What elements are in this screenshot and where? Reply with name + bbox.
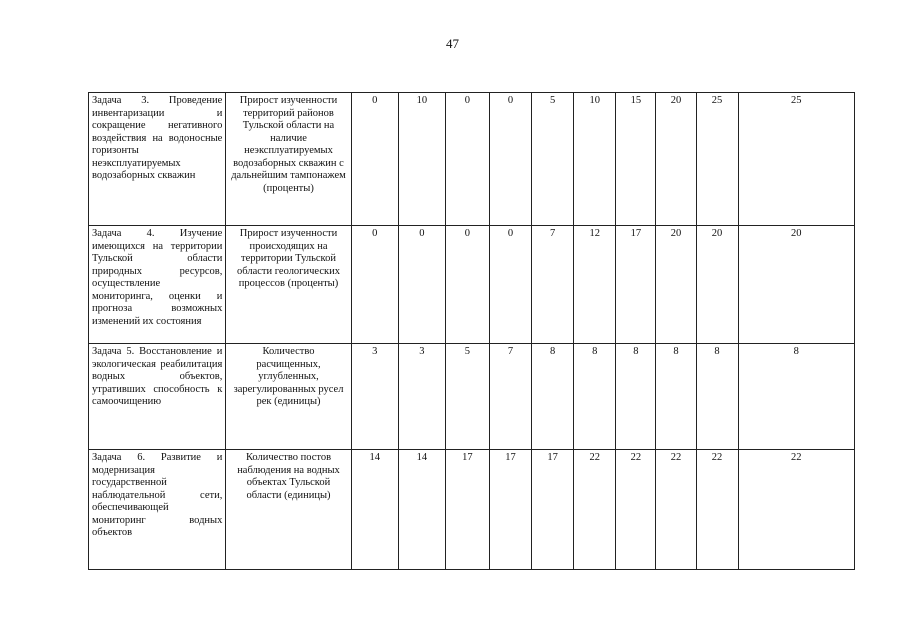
value-cell: 0 — [489, 226, 531, 344]
value-cell: 17 — [616, 226, 656, 344]
value-cell: 22 — [738, 450, 854, 570]
value-cell: 5 — [532, 93, 574, 226]
targets-table — [88, 92, 855, 570]
value-cell: 12 — [574, 226, 616, 344]
value-cell: 8 — [574, 344, 616, 450]
value-cell: 7 — [532, 226, 574, 344]
value-cell: 25 — [738, 93, 854, 226]
value-cell: 20 — [656, 93, 696, 226]
value-cell: 20 — [738, 226, 854, 344]
table-row — [89, 450, 855, 570]
value-cell: 15 — [616, 93, 656, 226]
value-cell: 22 — [574, 450, 616, 570]
value-cell: 17 — [445, 450, 489, 570]
table-row — [89, 226, 855, 344]
value-cell: 20 — [696, 226, 738, 344]
value-cell: 17 — [489, 450, 531, 570]
value-cell: 0 — [489, 93, 531, 226]
value-cell: 3 — [351, 344, 398, 450]
indicator-cell: Количество постов наблюдения на водных объектах Тульской области (единицы) — [226, 450, 351, 570]
value-cell: 8 — [656, 344, 696, 450]
value-cell: 0 — [351, 226, 398, 344]
value-cell: 14 — [351, 450, 398, 570]
value-cell: 0 — [351, 93, 398, 226]
value-cell: 25 — [696, 93, 738, 226]
page-number: 47 — [446, 36, 459, 51]
value-cell: 8 — [696, 344, 738, 450]
value-cell: 22 — [656, 450, 696, 570]
value-cell: 14 — [398, 450, 445, 570]
value-cell: 22 — [696, 450, 738, 570]
value-cell: 8 — [532, 344, 574, 450]
table-body — [89, 93, 855, 570]
value-cell: 5 — [445, 344, 489, 450]
task-cell: Задача 5. Восстановление и экологическая реабилитация водных объектов, утративших способность к самоочищению — [89, 344, 226, 450]
value-cell: 0 — [445, 93, 489, 226]
table-row — [89, 93, 855, 226]
indicator-cell: Количество расчищенных, углубленных, зарегулированных русел рек (единицы) — [226, 344, 351, 450]
value-cell: 0 — [398, 226, 445, 344]
value-cell: 22 — [616, 450, 656, 570]
value-cell: 20 — [656, 226, 696, 344]
value-cell: 10 — [398, 93, 445, 226]
task-cell: Задача 4. Изучение имеющихся на территории Тульской области природных ресурсов, осуществление мониторинга, оценки и прогноза возможных изменений их состояния — [89, 226, 226, 344]
value-cell: 8 — [616, 344, 656, 450]
indicator-cell: Прирост изученности территорий районов Тульской области на наличие неэксплуатируемых водозаборных скважин с дальнейшим тампонажем (проценты) — [226, 93, 351, 226]
value-cell: 8 — [738, 344, 854, 450]
value-cell: 0 — [445, 226, 489, 344]
table-row — [89, 344, 855, 450]
task-cell: Задача 3. Проведение инвентаризации и сокращение негативного воздействия на водоносные горизонты неэксплуатируемых водозаборных скважин — [89, 93, 226, 226]
task-cell: Задача 6. Развитие и модернизация государственной наблюдательной сети, обеспечивающей мониторинг водных объектов — [89, 450, 226, 570]
value-cell: 3 — [398, 344, 445, 450]
value-cell: 10 — [574, 93, 616, 226]
value-cell: 17 — [532, 450, 574, 570]
value-cell: 7 — [489, 344, 531, 450]
indicator-cell: Прирост изученности происходящих на территории Тульской области геологических процессов (проценты) — [226, 226, 351, 344]
